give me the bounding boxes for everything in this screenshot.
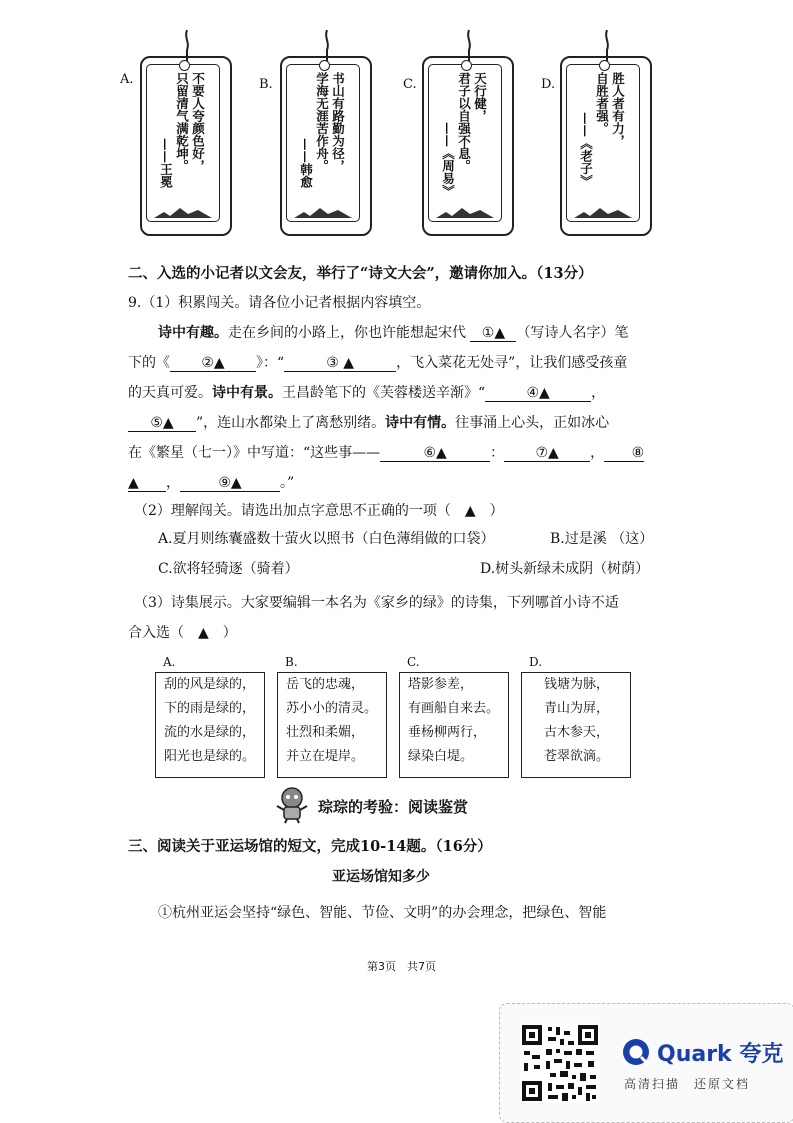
poem-line: 塔影参差， xyxy=(408,677,474,692)
blank-7[interactable]: ⑦▲ xyxy=(504,445,590,462)
poem-b-letter: B. xyxy=(285,655,298,669)
blank-4[interactable]: ④▲ xyxy=(485,385,591,402)
quark-logo-icon xyxy=(621,1037,651,1067)
poem-line: 壮烈和柔媚， xyxy=(286,725,365,740)
option-c: C.欲将轻骑逐（骑着） xyxy=(158,561,299,577)
poem-line: 钱塘为脉， xyxy=(544,677,610,692)
blank-6[interactable]: ⑥▲ xyxy=(380,445,490,462)
bookmark-b xyxy=(280,56,372,234)
ink-landscape-icon xyxy=(436,204,494,220)
poem-line: 有画船自来去。 xyxy=(408,701,500,716)
option-b: B.过是溪 （这） xyxy=(550,531,654,547)
poem-c-box xyxy=(399,672,509,778)
poem-line: 古木参天， xyxy=(544,725,610,740)
bookmark-b-letter: B. xyxy=(259,77,273,92)
blank-9[interactable]: ⑨▲ xyxy=(180,475,280,492)
blank-1[interactable]: ①▲ xyxy=(470,325,516,342)
hole-icon xyxy=(319,60,330,71)
blank-8-cont[interactable]: ▲ xyxy=(128,475,166,492)
poem-line: 垂杨柳两行， xyxy=(408,725,487,740)
poem-line: 青山为屏， xyxy=(544,701,610,716)
poem-line: 苏小小的清灵。 xyxy=(286,701,378,716)
bookmark-c-line2: 君子以自强不息。 xyxy=(456,72,472,172)
page-number: 第3页 共7页 xyxy=(367,960,436,973)
poem-d-letter: D. xyxy=(529,655,543,669)
paragraph-line-1: 诗中有趣。走在乡间的小路上，你也许能想起宋代 ①▲ （写诗人名字）笔 xyxy=(158,325,629,341)
bookmark-d-line2: 自胜者强。 xyxy=(594,72,610,135)
poem-a-letter: A. xyxy=(163,655,176,669)
poem-line: 下的雨是绿的， xyxy=(164,701,256,716)
paragraph-line-3: 的天真可爱。诗中有景。王昌龄笔下的《芙蓉楼送辛渐》“ ④▲ ， xyxy=(128,385,606,401)
q9-1-prompt: 9.（1）积累闯关。请各位小记者根据内容填空。 xyxy=(128,295,431,311)
section2-heading: 二、入选的小记者以文会友，举行了“诗文大会”，邀请你加入。（13分） xyxy=(128,265,593,282)
poem-b-box xyxy=(277,672,387,778)
poem-line: 流的水是绿的， xyxy=(164,725,256,740)
bookmark-b-author: ——韩愈 xyxy=(298,138,314,188)
q9-2-prompt: （2）理解闯关。请选出加点字意思不正确的一项（ ▲ ） xyxy=(134,503,504,519)
poem-line: 苍翠欲滴。 xyxy=(544,749,610,764)
bookmark-a-line1: 不要人夸颜色好， xyxy=(190,72,206,172)
poem-line: 阳光也是绿的。 xyxy=(164,749,256,764)
bookmark-d-line1: 胜人者有力， xyxy=(610,72,626,147)
option-a: A.夏月则练囊盛数十萤火以照书（白色薄绢做的口袋） xyxy=(158,531,495,547)
bookmark-a xyxy=(140,56,232,234)
bookmark-d-author: ——《老子》 xyxy=(578,112,594,187)
bookmark-d-letter: D. xyxy=(541,77,556,92)
quark-watermark xyxy=(499,1003,793,1123)
mascot-icon xyxy=(272,784,312,824)
option-d: D.树头新绿未成阴（树荫） xyxy=(480,561,650,577)
poem-a-box xyxy=(155,672,265,778)
bookmark-d xyxy=(560,56,652,234)
bookmark-a-author: ——王冕 xyxy=(158,138,174,188)
poem-line: 刮的风是绿的， xyxy=(164,677,256,692)
poem-line: 岳飞的忠魂， xyxy=(286,677,365,692)
bookmark-b-line1: 书山有路勤为径， xyxy=(330,72,346,172)
section3-heading: 三、阅读关于亚运场馆的短文，完成10-14题。（16分） xyxy=(128,838,492,855)
poem-c-letter: C. xyxy=(407,655,420,669)
blank-8[interactable]: ⑧ xyxy=(604,445,644,462)
hole-icon xyxy=(179,60,190,71)
bookmark-a-line2: 只留清气满乾坤。 xyxy=(174,72,190,172)
poem-line: 绿染白堤。 xyxy=(408,749,474,764)
quark-tagline: 高清扫描 还原文档 xyxy=(624,1077,751,1091)
blank-2[interactable]: ②▲ xyxy=(170,355,256,372)
bookmark-a-letter: A. xyxy=(120,72,134,87)
bookmark-c xyxy=(422,56,514,234)
blank-3[interactable]: ③ ▲ xyxy=(284,355,396,372)
q9-3-prompt-line2: 合入选（ ▲ ） xyxy=(128,625,237,641)
qr-code-icon xyxy=(520,1023,600,1103)
blank-5[interactable]: ⑤▲ xyxy=(128,415,196,432)
bookmark-c-line1: 天行健， xyxy=(472,72,488,122)
hole-icon xyxy=(461,60,472,71)
bookmark-c-letter: C. xyxy=(403,77,417,92)
hole-icon xyxy=(599,60,610,71)
q9-3-prompt-line1: （3）诗集展示。大家要编辑一本名为《家乡的绿》的诗集，下列哪首小诗不适 xyxy=(134,595,619,611)
ink-landscape-icon xyxy=(154,204,212,220)
paragraph-line-6: ▲ ， ⑨▲ 。” xyxy=(128,475,295,491)
bookmark-c-author: ——《周易》 xyxy=(440,122,456,197)
article-title: 亚运场馆知多少 xyxy=(332,869,430,885)
ink-landscape-icon xyxy=(294,204,352,220)
ink-landscape-icon xyxy=(574,204,632,220)
poem-line: 并立在堤岸。 xyxy=(286,749,365,764)
paragraph-line-2: 下的《 ②▲ 》：“ ③ ▲ ，飞入菜花无处寻”，让我们感受孩童 xyxy=(128,355,628,371)
section-banner: 琮琮的考验：阅读鉴赏 xyxy=(318,798,469,816)
paragraph-line-5: 在《繁星（七一）》中写道：“这些事—— ⑥▲ ： ⑦▲ ， ⑧ xyxy=(128,445,645,461)
paragraph-line-4: ⑤▲ ”，连山水都染上了离愁别绪。诗中有情。往事涌上心头，正如冰心 xyxy=(128,412,609,432)
quark-brand: Quark 夸克 xyxy=(657,1042,784,1067)
poem-d-box xyxy=(521,672,631,778)
bookmark-b-line2: 学海无涯苦作舟。 xyxy=(314,72,330,172)
article-paragraph-1: ①杭州亚运会坚持“绿色、智能、节俭、文明”的办会理念，把绿色、智能 xyxy=(158,905,607,921)
